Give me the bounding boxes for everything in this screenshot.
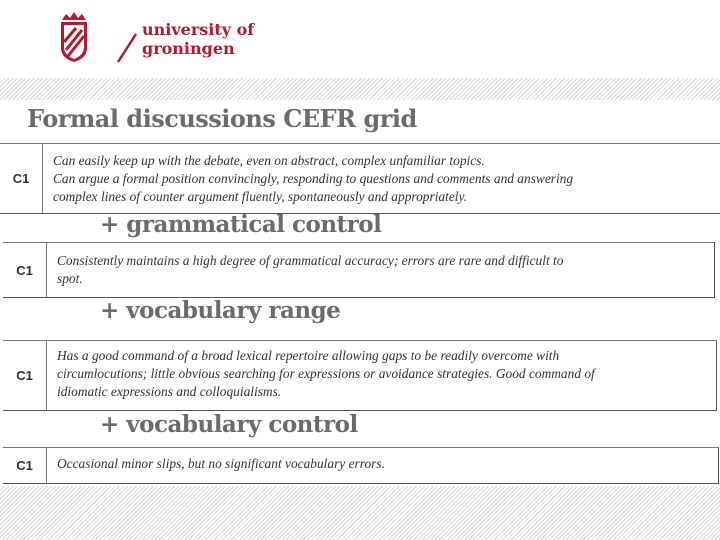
footer-band	[0, 486, 720, 540]
cefr-table-discussion	[0, 143, 720, 214]
level-cell: C1	[3, 243, 47, 297]
cefr-table-vocab-range	[3, 340, 717, 411]
descriptor-cell	[47, 243, 573, 297]
level-cell: C1	[3, 448, 47, 483]
descriptor-line: spot.	[57, 271, 83, 286]
descriptor-line: Consistently maintains a high degree of grammatical accuracy; errors are rare and difficult to	[57, 253, 564, 268]
descriptor-line: Has a good command of a broad lexical repertoire allowing gaps to be readily overcome with	[57, 348, 560, 363]
vocabulary-control-heading: + vocabulary control	[100, 411, 358, 438]
descriptor-line: circumlocutions; little obvious searching for expressions or avoidance strategies. Good command of	[57, 366, 595, 381]
descriptor-cell	[47, 341, 605, 410]
descriptor-line: idiomatic expressions and colloquialisms.	[57, 384, 282, 399]
page-title: Formal discussions CEFR grid	[27, 104, 417, 133]
grammatical-control-heading: + grammatical control	[100, 211, 382, 238]
descriptor-line: Can argue a formal position convincingly, responding to questions and comments and answering	[53, 171, 574, 186]
vocabulary-range-heading: + vocabulary range	[100, 297, 341, 324]
logo-line1: university of	[142, 20, 255, 39]
logo-line2: groningen	[142, 39, 235, 58]
cefr-table-grammar	[3, 242, 715, 298]
header-band	[0, 78, 720, 100]
cefr-table-vocab-control	[3, 447, 719, 484]
descriptor-cell	[47, 448, 395, 483]
level-cell: C1	[0, 144, 43, 213]
descriptor-cell	[43, 144, 583, 213]
descriptor-line: Can easily keep up with the debate, even on abstract, complex unfamiliar topics.	[53, 153, 485, 168]
descriptor-line: complex lines of counter argument fluently, spontaneously and appropriately.	[53, 189, 468, 204]
descriptor-line: Occasional minor slips, but no significant vocabulary errors.	[57, 456, 385, 471]
level-cell: C1	[3, 341, 47, 410]
